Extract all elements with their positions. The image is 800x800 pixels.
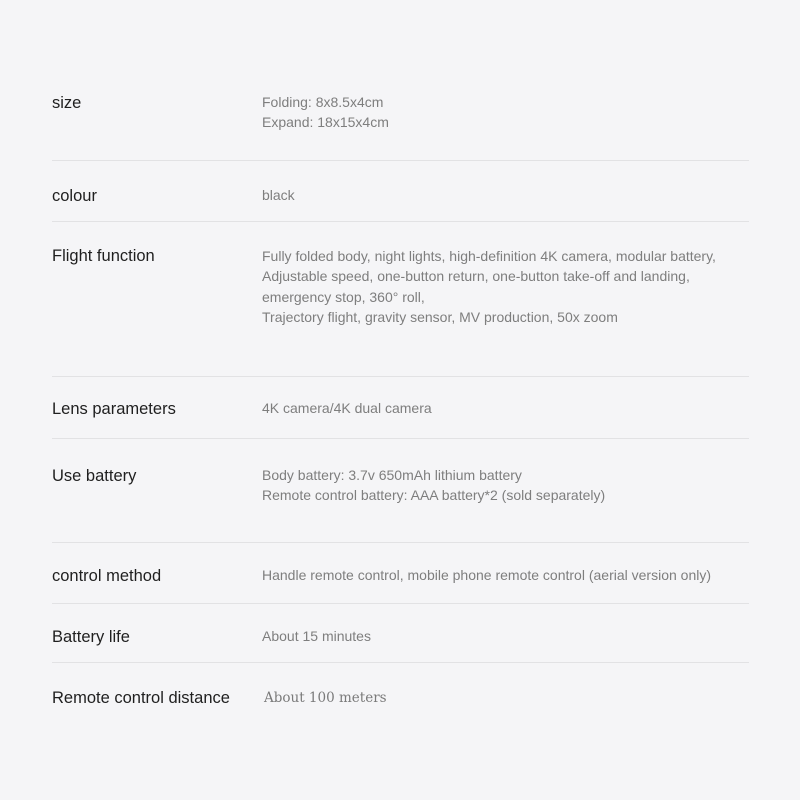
spec-label: Remote control distance: [52, 689, 230, 707]
spec-label: Battery life: [52, 628, 130, 646]
spec-value-line: Fully folded body, night lights, high-definition 4K camera, modular battery,: [262, 248, 716, 264]
spec-value: [262, 398, 432, 418]
spec-label: Use battery: [52, 467, 137, 485]
spec-value-line: Expand: 18x15x4cm: [262, 114, 389, 131]
row-divider: [52, 603, 749, 604]
row-divider: [52, 160, 749, 161]
spec-value-line: Folding: 8x8.5x4cm: [262, 94, 384, 110]
spec-value: [262, 465, 605, 506]
spec-value: [262, 626, 371, 646]
spec-value: [262, 565, 711, 585]
row-divider: [52, 438, 749, 439]
spec-label: size: [52, 94, 82, 112]
spec-value: [262, 185, 295, 205]
spec-label: Lens parameters: [52, 400, 176, 418]
spec-value: [262, 246, 716, 327]
spec-value-line: About 100 meters: [264, 690, 387, 706]
spec-label: Flight function: [52, 247, 155, 265]
spec-value-line: Adjustable speed, one-button return, one-button take-off and landing,: [262, 268, 690, 285]
spec-value: [264, 688, 387, 708]
spec-label: colour: [52, 187, 97, 205]
row-divider: [52, 662, 749, 663]
spec-value-line: Body battery: 3.7v 650mAh lithium battery: [262, 467, 522, 483]
row-divider: [52, 542, 749, 543]
spec-value: [262, 92, 389, 133]
spec-value-line: About 15 minutes: [262, 628, 371, 644]
spec-value-line: emergency stop, 360° roll,: [262, 288, 425, 305]
spec-value-line: Handle remote control, mobile phone remote control (aerial version only): [262, 567, 711, 583]
spec-value-line: black: [262, 187, 295, 203]
spec-value-line: 4K camera/4K dual camera: [262, 400, 432, 416]
spec-value-line: Trajectory flight, gravity sensor, MV production, 50x zoom: [262, 308, 618, 325]
spec-label: control method: [52, 567, 162, 585]
row-divider: [52, 221, 749, 222]
row-divider: [52, 376, 749, 377]
spec-value-line: Remote control battery: AAA battery*2 (sold separately): [262, 487, 606, 504]
